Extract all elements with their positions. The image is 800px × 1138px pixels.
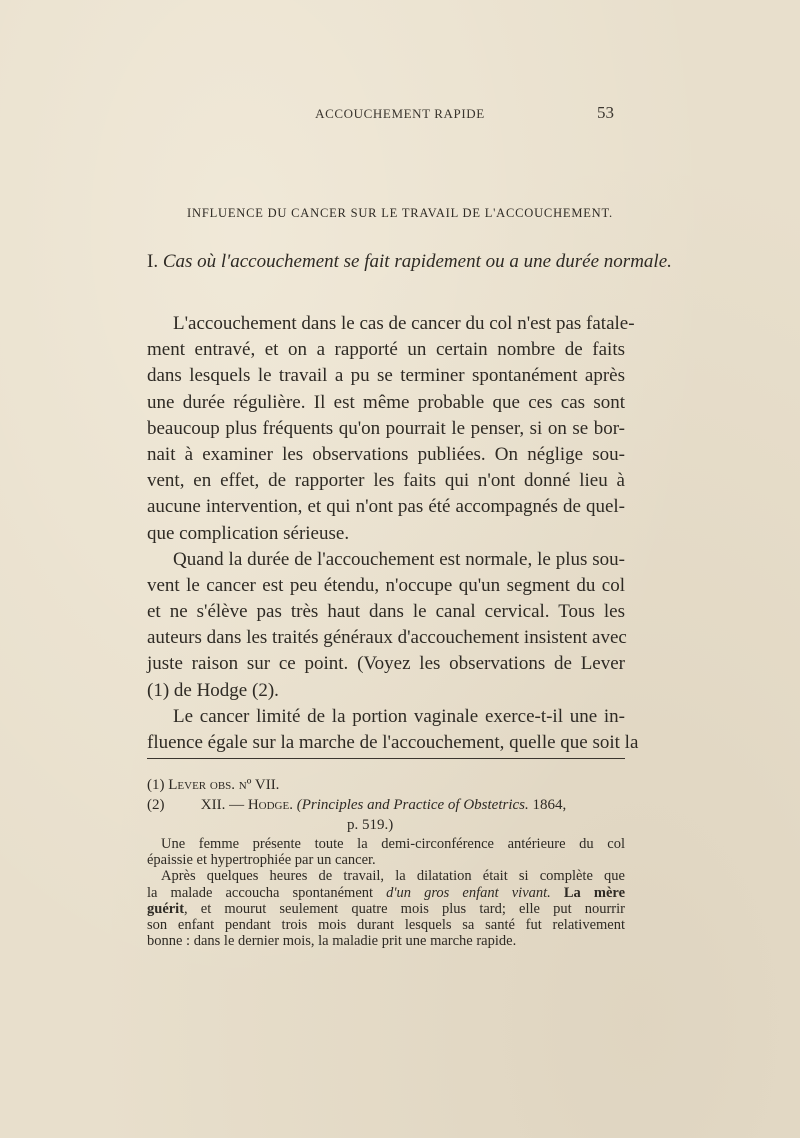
body-line: vent, en effet, de rapporter les faits qui n'ont donné lieu à bbox=[147, 470, 625, 492]
body-line: aucune intervention, et qui n'ont pas été accompagnés de quel- bbox=[147, 496, 625, 518]
footnote-label: (1) bbox=[147, 777, 165, 793]
body-line: juste raison sur ce point. (Voyez les observations de Lever bbox=[147, 653, 625, 675]
page-number: 53 bbox=[597, 103, 614, 122]
footnote-1 bbox=[147, 775, 625, 795]
body-line: dans lesquels le travail a pu se terminer spontanément après bbox=[147, 365, 625, 387]
quote-line: son enfant pendant trois mois durant lesquels sa santé fut relativement bbox=[147, 916, 625, 933]
footnote-2 bbox=[147, 795, 625, 815]
quote-fragment: , et mourut seulement quatre mois plus tard; elle put nourrir bbox=[184, 900, 625, 917]
footnote-divider bbox=[147, 758, 625, 759]
body-line: une durée régulière. Il est même probable que ces cas sont bbox=[147, 391, 625, 413]
quote-line-mixed bbox=[147, 901, 625, 917]
quote-fragment-bold: La mère bbox=[563, 884, 626, 901]
body-line: (1) de Hodge (2). bbox=[147, 679, 279, 701]
footnote-prefix: XII. — bbox=[200, 797, 245, 813]
body-line: vent le cancer est peu étendu, n'occupe qu'un segment du col bbox=[147, 574, 625, 596]
quote-line: épaissie et hypertrophiée par un cancer. bbox=[147, 852, 376, 869]
body-line: fluence égale sur la marche de l'accouchement, quelle que soit la bbox=[147, 732, 639, 753]
quote-line: bonne : dans le dernier mois, la maladie prit une marche rapide. bbox=[147, 933, 517, 950]
quote-line: Une femme présente toute la demi-circonférence antérieure du col bbox=[161, 836, 625, 852]
footnote-author: Hodge. bbox=[247, 797, 293, 813]
running-header: ACCOUCHEMENT RAPIDE bbox=[315, 106, 485, 121]
subsection-title: Cas où l'accouchement se fait rapidement ou a une durée normale. bbox=[162, 251, 672, 272]
body-line: Quand la durée de l'accouchement est normale, le plus sou- bbox=[173, 548, 625, 570]
subsection-heading bbox=[147, 251, 672, 273]
body-line: beaucoup plus fréquents qu'on pourrait le penser, si on se bor- bbox=[147, 417, 625, 439]
footnote-title: (Principles and Practice of Obstetrics. bbox=[296, 797, 529, 813]
body-line: auteurs dans les traités généraux d'accouchement insistent avec bbox=[147, 627, 627, 649]
footnote-page: p. 519.) bbox=[347, 817, 394, 833]
quoted-observation bbox=[147, 836, 625, 949]
body-line: L'accouchement dans le cas de cancer du col n'est pas fatale- bbox=[173, 313, 635, 334]
section-heading: INFLUENCE DU CANCER SUR LE TRAVAIL DE L'ACCOUCHEMENT. bbox=[187, 206, 613, 220]
quote-fragment: la malade accoucha spontanément bbox=[147, 884, 387, 901]
body-text bbox=[147, 311, 639, 756]
quote-fragment-bold: guérit bbox=[147, 900, 185, 917]
quote-fragment-italic: d'un gros enfant vivant. bbox=[386, 884, 551, 901]
body-line: ment entravé, et on a rapporté un certain nombre de faits bbox=[147, 339, 625, 361]
footnote-author: Lever bbox=[168, 777, 207, 793]
body-line: que complication sérieuse. bbox=[147, 522, 350, 544]
footnote-text: obs. nº VII. bbox=[209, 777, 280, 793]
body-line: Le cancer limité de la portion vaginale exerce-t-il une in- bbox=[173, 705, 625, 727]
quote-line: Après quelques heures de travail, la dilatation était si complète que bbox=[161, 868, 625, 885]
footnotes bbox=[147, 775, 625, 835]
footnote-label: (2) bbox=[147, 797, 165, 813]
subsection-number: I. bbox=[147, 251, 159, 272]
body-line: nait à examiner les observations publiées. On néglige sou- bbox=[147, 443, 625, 465]
body-line: et ne s'élève pas très haut dans le canal cervical. Tous les bbox=[147, 601, 625, 623]
quote-line-mixed bbox=[147, 885, 625, 901]
footnote-year: 1864, bbox=[532, 797, 567, 813]
